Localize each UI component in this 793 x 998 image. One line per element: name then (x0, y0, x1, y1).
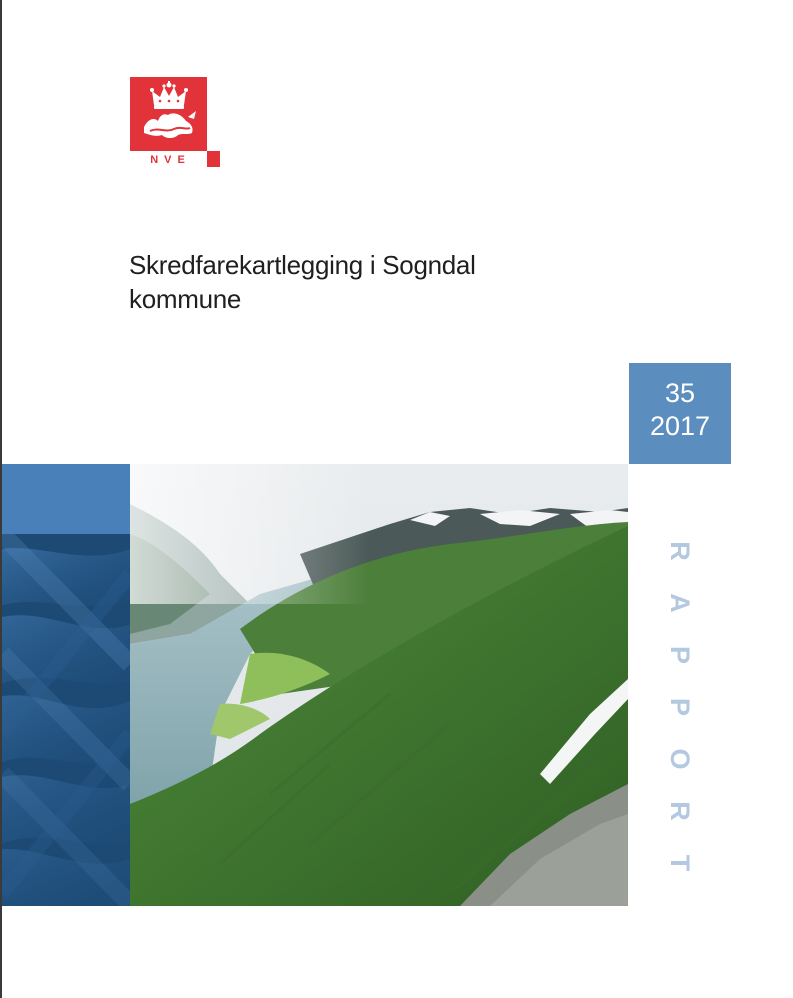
report-type-letter: P (665, 697, 695, 716)
logo-wordmark: NVE (150, 154, 191, 166)
nve-logo (130, 77, 220, 167)
blue-band-top (2, 464, 130, 534)
report-type-letter: R (665, 541, 695, 561)
report-number-box (629, 363, 731, 464)
crest-icon (130, 77, 207, 151)
report-type-label (640, 525, 720, 889)
report-year: 2017 (649, 411, 711, 441)
wave-pattern-icon (2, 534, 130, 906)
report-type-letter: O (665, 748, 695, 770)
blue-band-pattern (2, 534, 130, 906)
report-type-letter: P (665, 645, 695, 664)
title-line-1: Skredfarekartlegging i Sogndal (129, 250, 476, 280)
crest-emblem (130, 77, 207, 151)
report-number: 35 (664, 378, 696, 408)
report-type-letter: T (665, 854, 695, 872)
report-type-letter: R (665, 801, 695, 821)
fjord-landscape-photo (130, 464, 628, 906)
logo-corner (207, 151, 220, 167)
report-title (129, 248, 589, 316)
title-line-2: kommune (129, 284, 242, 314)
report-type-letter: A (665, 593, 695, 613)
